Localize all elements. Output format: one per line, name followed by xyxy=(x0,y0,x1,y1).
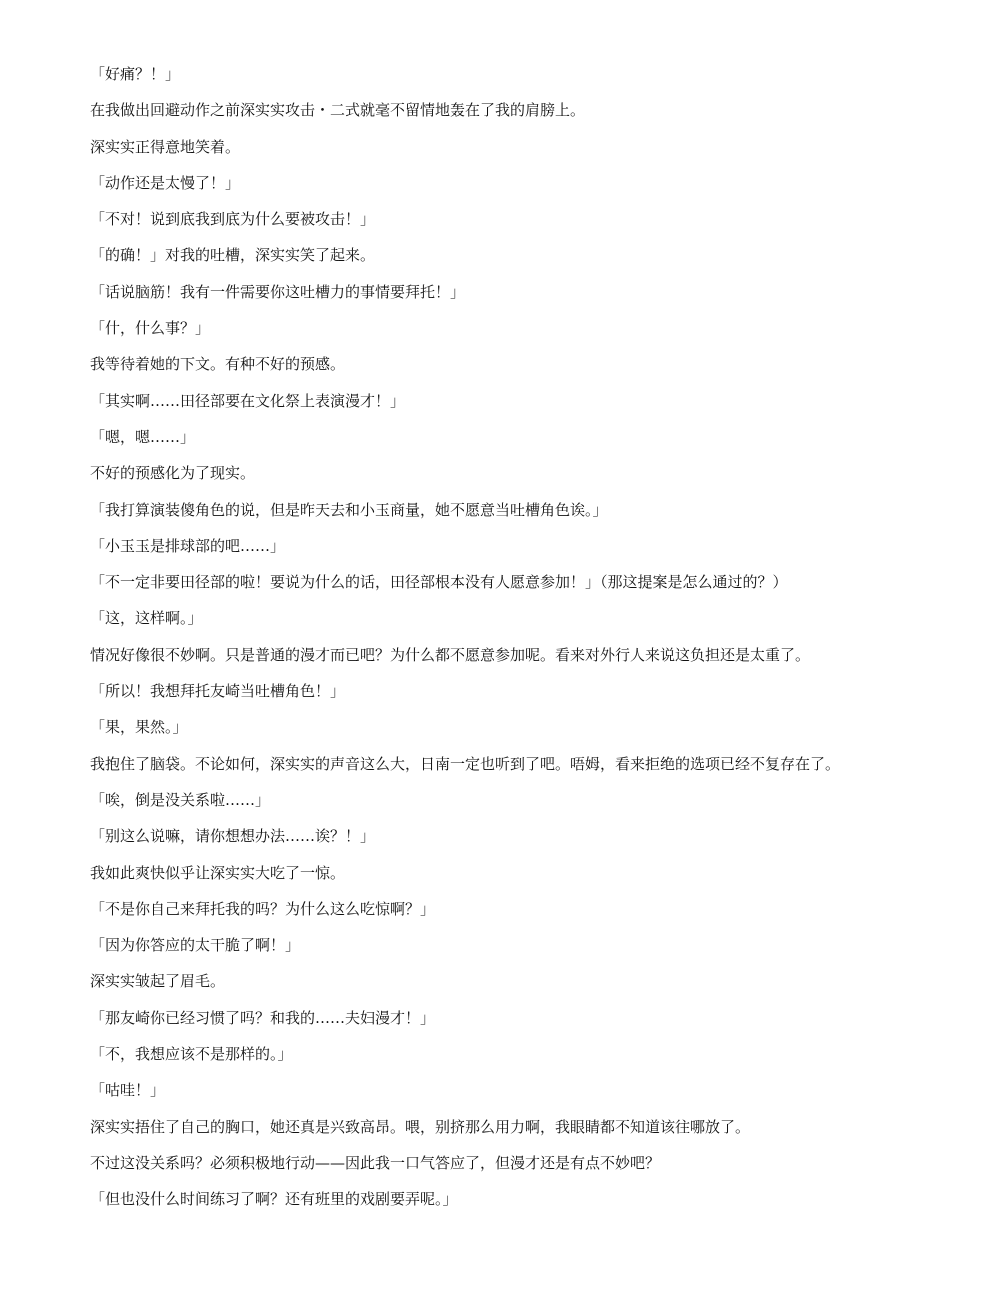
text-line: 「那友崎你已经习惯了吗？和我的……夫妇漫才！」 xyxy=(90,1008,436,1027)
text-line: 「什，什么事？」 xyxy=(90,319,211,338)
text-line: 「的确！」对我的吐槽，深实实笑了起来。 xyxy=(90,246,376,265)
text-line: 「我打算演装傻角色的说，但是昨天去和小玉商量，她不愿意当吐槽角色诶。」 xyxy=(90,500,608,519)
text-line: 深实实捂住了自己的胸口，她还真是兴致高昂。喂，别挤那么用力啊，我眼睛都不知道该往哪放了。 xyxy=(90,1117,751,1136)
text-line: 「但也没什么时间练习了啊？还有班里的戏剧要弄呢。」 xyxy=(90,1190,458,1209)
text-line: 我等待着她的下文。有种不好的预感。 xyxy=(90,355,346,374)
text-line: 深实实正得意地笑着。 xyxy=(90,137,241,156)
text-line: 「话说脑筋！我有一件需要你这吐槽力的事情要拜托！」 xyxy=(90,282,466,301)
text-line: 「唉，倒是没关系啦……」 xyxy=(90,790,271,809)
text-line: 不好的预感化为了现实。 xyxy=(90,464,256,483)
text-line: 「不一定非要田径部的啦！要说为什么的话，田径部根本没有人愿意参加！」（那这提案是怎么通过的？） xyxy=(90,573,788,592)
text-line: 「不是你自己来拜托我的吗？为什么这么吃惊啊？」 xyxy=(90,899,436,918)
text-line: 「其实啊……田径部要在文化祭上表演漫才！」 xyxy=(90,391,406,410)
text-line: 「果，果然。」 xyxy=(90,718,188,737)
text-line: 「不对！说到底我到底为什么要被攻击！」 xyxy=(90,210,376,229)
text-line: 「这，这样啊。」 xyxy=(90,609,203,628)
text-line: 不过这没关系吗？必须积极地行动——因此我一口气答应了，但漫才还是有点不妙吧？ xyxy=(90,1153,661,1172)
text-line: 「因为你答应的太干脆了啊！」 xyxy=(90,936,301,955)
text-line: 「不，我想应该不是那样的。」 xyxy=(90,1045,293,1064)
text-line: 「小玉玉是排球部的吧……」 xyxy=(90,536,286,555)
text-line: 深实实皱起了眉毛。 xyxy=(90,972,226,991)
text-line: 「好痛？！」 xyxy=(90,65,181,83)
text-line: 「咕哇！」 xyxy=(90,1081,166,1100)
text-line: 我如此爽快似乎让深实实大吃了一惊。 xyxy=(90,863,346,882)
text-line: 「动作还是太慢了！」 xyxy=(90,173,241,192)
text-line: 在我做出回避动作之前深实实攻击・二式就毫不留情地轰在了我的肩膀上。 xyxy=(90,101,586,120)
text-body xyxy=(90,60,970,1222)
text-line: 「所以！我想拜托友崎当吐槽角色！」 xyxy=(90,682,346,701)
text-line: 「嗯，嗯……」 xyxy=(90,427,196,446)
text-line: 「别这么说嘛，请你想想办法……诶？！」 xyxy=(90,827,376,846)
text-line: 我抱住了脑袋。不论如何，深实实的声音这么大，日南一定也听到了吧。唔姆，看来拒绝的选项已经不复存在了。 xyxy=(90,754,841,773)
text-line: 情况好像很不妙啊。只是普通的漫才而已吧？为什么都不愿意参加呢。看来对外行人来说这负担还是太重了。 xyxy=(90,645,811,664)
